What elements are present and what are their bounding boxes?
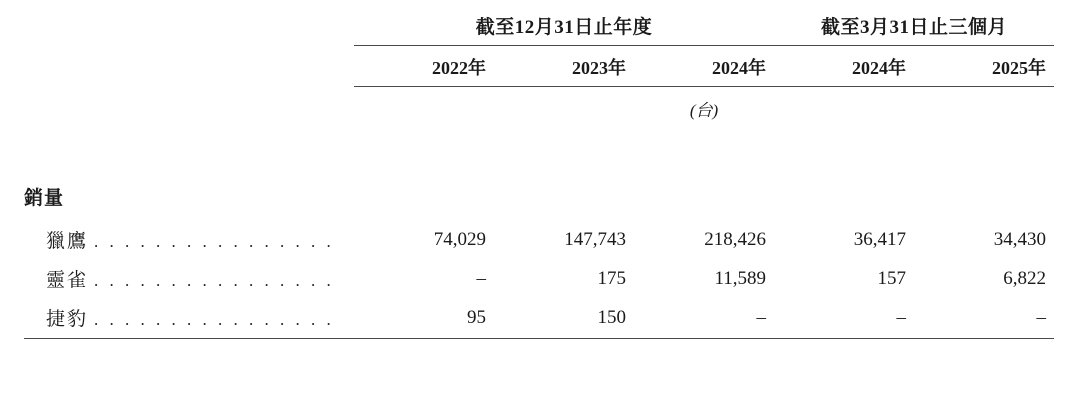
rule-cell bbox=[354, 337, 494, 339]
section-spacer bbox=[354, 181, 494, 220]
group-header-spacer bbox=[24, 8, 354, 46]
table-section-row bbox=[24, 181, 1054, 220]
section-spacer bbox=[914, 181, 1054, 220]
spacer-cell bbox=[634, 125, 774, 181]
rule-cell bbox=[634, 337, 774, 339]
table-year-header-row bbox=[24, 46, 1054, 87]
year-header-2024-annual: 2024年 bbox=[634, 46, 774, 87]
table-unit-row bbox=[24, 87, 1054, 126]
unit-spacer-2023 bbox=[494, 87, 634, 126]
section-spacer bbox=[774, 181, 914, 220]
cell-value: – bbox=[896, 306, 907, 328]
group-header-annual: 截至12月31日止年度 bbox=[354, 8, 774, 46]
spacer-cell bbox=[914, 125, 1054, 181]
section-spacer bbox=[494, 181, 634, 220]
year-header-2024-quarter: 2024年 bbox=[774, 46, 914, 87]
spacer-cell bbox=[774, 125, 914, 181]
rule-cell bbox=[914, 337, 1054, 339]
cell-value: 36,417 bbox=[853, 228, 907, 250]
cell-value: 34,430 bbox=[993, 228, 1047, 250]
cell-value: – bbox=[476, 267, 486, 289]
cell-value: 6,822 bbox=[1003, 267, 1047, 289]
spacer-cell bbox=[24, 125, 354, 181]
cell-value: – bbox=[756, 306, 767, 328]
rule-cell bbox=[494, 337, 634, 339]
year-header-2023: 2023年 bbox=[494, 46, 634, 87]
document-page bbox=[0, 8, 1080, 413]
section-title: 銷量 bbox=[24, 188, 65, 209]
row-name: 獵鷹 bbox=[46, 231, 89, 252]
unit-spacer bbox=[24, 87, 354, 126]
cell-value: 150 bbox=[597, 306, 626, 328]
spacer-cell bbox=[354, 125, 494, 181]
year-header-2022: 2022年 bbox=[354, 46, 494, 87]
cell-value: 175 bbox=[597, 267, 626, 289]
row-label bbox=[24, 259, 354, 298]
section-spacer bbox=[634, 181, 774, 220]
cell-value: 218,426 bbox=[704, 228, 767, 250]
table-group-header-row bbox=[24, 8, 1054, 46]
year-header-2025-quarter: 2025年 bbox=[914, 46, 1054, 87]
cell-value: 95 bbox=[467, 306, 486, 328]
spacer-cell bbox=[494, 125, 634, 181]
rule-cell bbox=[774, 337, 914, 339]
cell-value: – bbox=[1036, 306, 1047, 328]
cell-value: 74,029 bbox=[433, 228, 486, 250]
leader-dots: . . . . . . . . . . . . . . . . bbox=[94, 271, 335, 290]
year-header-spacer bbox=[24, 46, 354, 87]
rule-cell bbox=[24, 337, 354, 339]
table-row bbox=[24, 259, 1054, 298]
group-header-quarter: 截至3月31日止三個月 bbox=[774, 8, 1054, 46]
sales-volume-table bbox=[24, 8, 1054, 339]
leader-dots: . . . . . . . . . . . . . . . . bbox=[94, 232, 335, 251]
row-label bbox=[24, 220, 354, 259]
unit-note: (台) bbox=[689, 101, 719, 120]
cell-value: 11,589 bbox=[714, 267, 767, 289]
cell-value: 147,743 bbox=[564, 228, 626, 250]
table-bottom-rule bbox=[24, 337, 1054, 339]
table-spacer-row bbox=[24, 125, 1054, 181]
table-row bbox=[24, 298, 1054, 337]
row-label bbox=[24, 298, 354, 337]
unit-spacer-2025q bbox=[914, 87, 1054, 126]
row-name: 靈雀 bbox=[46, 270, 89, 291]
table-row bbox=[24, 220, 1054, 259]
leader-dots: . . . . . . . . . . . . . . . . bbox=[94, 310, 335, 329]
cell-value: 157 bbox=[877, 267, 907, 289]
row-name: 捷豹 bbox=[46, 309, 89, 330]
unit-spacer-2024q bbox=[774, 87, 914, 126]
unit-spacer-2022 bbox=[354, 87, 494, 126]
